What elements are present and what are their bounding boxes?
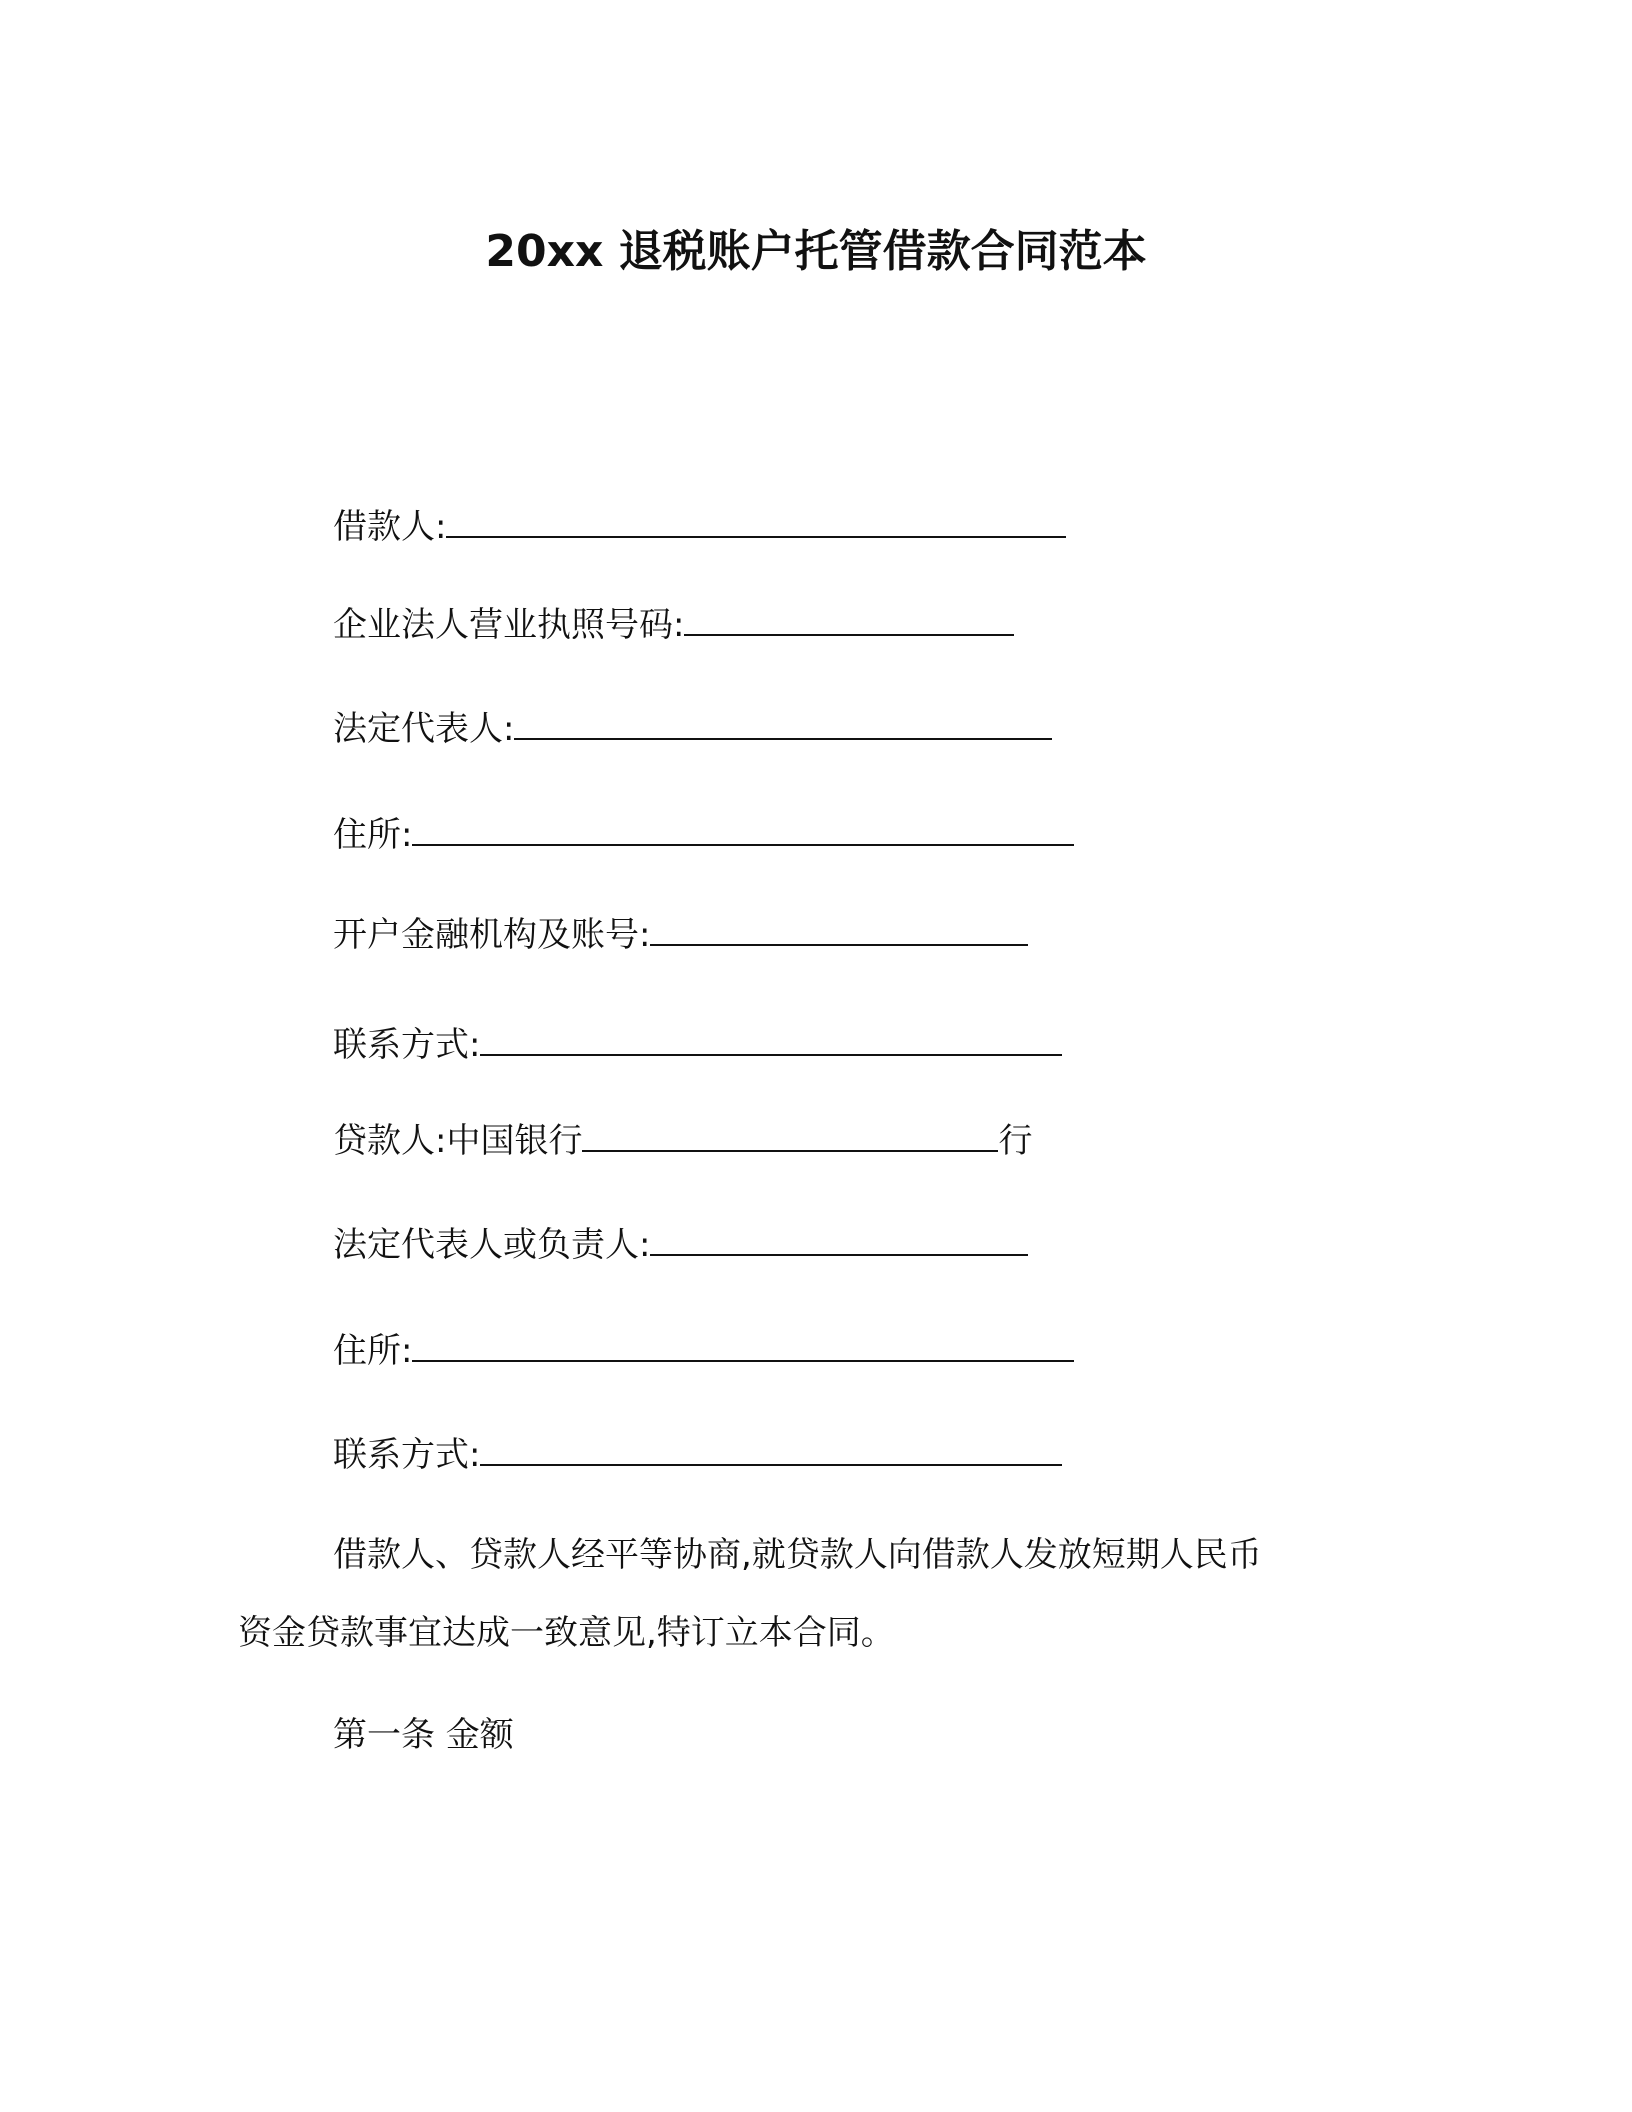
field-lender-contact	[333, 1428, 1062, 1480]
field-label: 住所:	[333, 1331, 413, 1371]
field-label: 联系方式:	[333, 1435, 481, 1475]
fill-in-blank	[684, 598, 1014, 636]
field-label: 贷款人:中国银行	[333, 1121, 583, 1161]
fill-in-blank	[480, 1428, 1062, 1466]
field-lender	[333, 1114, 1032, 1166]
fill-in-blank	[446, 500, 1066, 538]
field-label: 借款人:	[333, 507, 447, 547]
intro-paragraph-line-2: 资金贷款事宜达成一致意见,特订立本合同。	[238, 1613, 895, 1653]
field-label: 开户金融机构及账号:	[333, 915, 651, 955]
fill-in-blank	[480, 1018, 1062, 1056]
fill-in-blank	[412, 1324, 1074, 1362]
fill-in-blank	[412, 808, 1074, 846]
field-label: 住所:	[333, 815, 413, 855]
field-lender-representative	[333, 1218, 1028, 1270]
document-title: 20xx 退税账户托管借款合同范本	[485, 226, 1147, 277]
field-borrower-contact	[333, 1018, 1062, 1070]
fill-in-blank	[514, 702, 1052, 740]
field-label: 联系方式:	[333, 1025, 481, 1065]
section-heading: 第一条 金额	[333, 1715, 514, 1755]
intro-paragraph-line-1: 借款人、贷款人经平等协商,就贷款人向借款人发放短期人民币	[333, 1535, 1262, 1575]
field-label: 法定代表人:	[333, 709, 515, 749]
field-borrower	[333, 500, 1066, 552]
fill-in-blank	[650, 908, 1028, 946]
fill-in-blank	[650, 1218, 1028, 1256]
field-suffix: 行	[998, 1121, 1033, 1161]
field-legal-representative	[333, 702, 1052, 754]
field-label: 法定代表人或负责人:	[333, 1225, 651, 1265]
field-label: 企业法人营业执照号码:	[333, 605, 685, 645]
fill-in-blank	[582, 1114, 998, 1152]
field-business-license	[333, 598, 1014, 650]
field-borrower-address	[333, 808, 1074, 860]
field-lender-address	[333, 1324, 1074, 1376]
field-bank-account	[333, 908, 1028, 960]
